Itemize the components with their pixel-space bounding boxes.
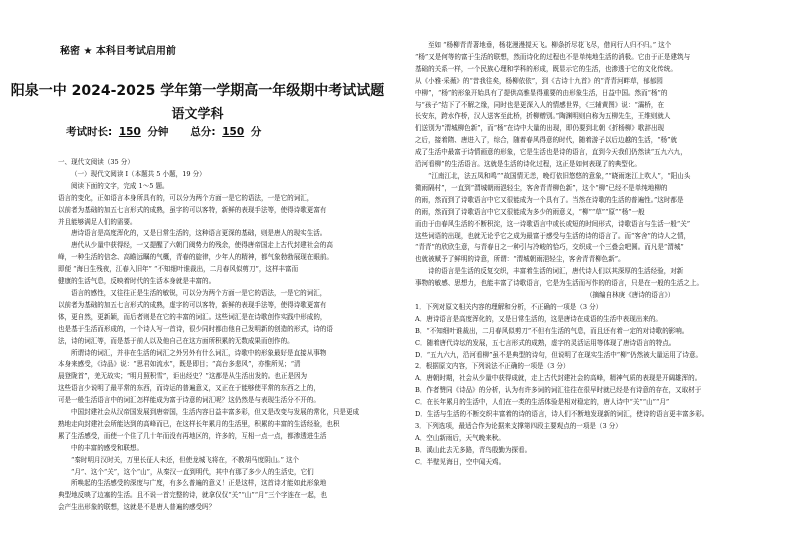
text-line: 典型地反映了边塞的生活。且不说一首完整的诗，就拿仅仅“关”“山”“月”三个字连在一起，也 [58, 491, 327, 500]
text-line: B．“不知细叶谁裁出，二月春风似剪刀”不但有生活的气息，而且还有着一定的对诗歌的影响。 [415, 326, 689, 335]
text-line: （摘编自林庚《唐诗的语言》） [585, 291, 675, 300]
text-line: C．在长年累月的生活中，人们在一类的生活体验是相对稳定的，唐人诗中“关”“山”“月” [415, 398, 670, 407]
text-line: A．唐朝时期，社会从少量中获得成就，走上古代封建社会的高峰，精神气质的表现是开阔雄浑的。 [415, 374, 702, 383]
text-line: 熟地走向封建社会所能达到的高峰而已，在这样长年累月的生活里，积累的丰富的生活经验，也积 [58, 419, 340, 428]
text-line: 可是一般生活语言中的词汇怎样能成为富于诗意的词汇呢？这仍然是与表现生活分不开的。 [58, 396, 320, 405]
text-line: B．作者赞同《诗品》的分析，认为有许多词的词汇往往在很早时就已经是有诗意的存在，又取材于 [415, 386, 702, 395]
text-line: 阅读下面的文字，完成 1～5 题。 [71, 181, 169, 190]
text-line: 也就被赋予了鲜明的诗意，所谓：“渭城朝雨浥轻尘，客舍青青柳色新”。 [415, 255, 625, 264]
text-line: 3．下列选项，最适合作为论据来支撑第四段主要观点的一项是（3 分） [415, 422, 622, 430]
text-line: 中柳”，“杨”的形象开始具有了提供高雅显得重要的由形象生活，日益中国。然而“杨”的 [415, 88, 668, 97]
text-line: 中国封建社会从汉帝国发展到唐帝国，生活内容日益丰富多彩，但又是改变与发展的常化，只是更成 [71, 408, 360, 417]
text-line: A．唐诗语言是高度浑化的，又是日常生活的，这是唐诗在成语的生活中表现出来的。 [415, 314, 662, 323]
text-line: 之后，接着隋、唐进入了，综合，随着春风得意的时代，随着游子以后边越的生活，“杨”就 [415, 136, 678, 145]
text-line: 2．根据原文内容，下列说法不正确的一项是（3 分） [415, 362, 570, 371]
text-line: 以前者为基础的加五七言形式的成熟，虽字的可以客特，新鲜的表现手法等，使得诗歌更富有 [58, 205, 327, 214]
exam-info [66, 124, 261, 139]
text-line: “青青”的欣欣生意，与青春日之一种引与冷峻的恰巧，交织成一个三叠会吧圆。而凡是“渭城” [415, 243, 684, 252]
text-line: C．随着唐代诗坛的发展，五七言形式的成熟，虚字的灵活运用等体现了唐诗语言的特点。 [415, 338, 676, 347]
text-line: B．溪山此去无多路，青鸟殷勤为探看。 [415, 445, 532, 454]
text-line: 晨登陇首”，羌无故实；“明月照积雪”，讵出经史？”这都是从生活出发的。也正是因为 [58, 372, 308, 381]
text-line: 语言的变化，正如语言本身所具有的，可以分为两个方面一是它的语法，一是它的词汇， [58, 193, 314, 202]
text-line: 事物的敏感、思想力，也能丰富了诗歌语言，它是为生活而写作的的语言，只是在一般的生活之上。 [415, 279, 704, 288]
text-line: 沿河看柳”的生活语言。这就是生活的诗化过程，这正是如何表现了的典型化。 [415, 160, 641, 169]
text-line: “秦时明月汉时关，万里长征人未还，但使龙城飞将在，不教胡马度阴山。” 这个 [71, 455, 300, 464]
text-line: 语言的感性，又往往正是生活的敏锐，可以分为两个方面一是它的语法，一是它的词汇， [71, 288, 327, 297]
text-line: 的雨，然而到了诗歌语言中它又很能成为一个具有了。当然在诗歌的生活的普遍性。”这时都是 [415, 195, 684, 204]
text-line: 所唤起的生活感受的深度与广度，有多么普遍的意义！正是这样，这首诗才能如此形象地 [71, 479, 327, 488]
text-line: 法，诗的词汇等，而是基于前人以及他自己在这方面所积累的无数成果而创作的。 [58, 336, 294, 345]
text-line: 也是基于生活而形成的，一个诗人写一首诗，很少同时都由他自己发明新的创造的形式，诗的语 [58, 324, 333, 333]
text-line: D．“五九六九，沿河看柳”虽不是典型的诗句，但说明了在现实生活中“柳”仍然被大量运用了诗意。 [415, 350, 703, 359]
text-line: 会产生出形象的联想，这就是不是唐人普遍的感受吗？ [58, 503, 216, 512]
text-line: 至如 “杨柳青青著地垂，杨花漫漫搅天飞。柳条折尽花飞尽，借问行人归不归。” 这个 [428, 41, 672, 49]
score-unit: 分 [250, 126, 262, 138]
subject-title: 语文学科 [171, 107, 224, 122]
text-line: 健康的生活气息，反映着时代的生活本身就是丰富的。 [58, 277, 216, 286]
text-line: 从《小雅·采薇》的“昔我往矣，杨柳依依”，到《古诗十九首》的“青青河畔草，郁郁园 [415, 76, 663, 85]
text-line: 这些词语的出现，也就无论乎它之成为最富于感受与生活的诗的语言了。而“客舍”的诗人之情， [415, 231, 691, 240]
text-line: 1．下列对原文相关内容的理解和分析，不正确的一项是（3 分） [415, 302, 603, 311]
text-line: 与“孩子”结下了不解之缘，同时也是更深入人的情感世界，《三辅黄图》说：“灞桥，在 [415, 100, 665, 109]
text-line: “江南江北，法五凤和鸣”“故国情无恙，晚灯依旧悠悠的意象，”“晓雨迷江上吹人”，“阳山头 [428, 171, 691, 180]
text-line: 的雨，然而到了诗歌语言中它又很能成为多少的雨意义，“柳”“草”“原”“杨”一般 [415, 207, 645, 216]
text-line: 长安东，跨水作桥，汉人送客至此桥，折柳赠别。”陶渊明则自称为五柳先生，王维则就人 [415, 112, 671, 121]
right-text-body [415, 40, 708, 469]
score-label: 总分: [190, 126, 216, 138]
left-column [0, 0, 395, 560]
time-label: 考试时长: [66, 126, 113, 138]
text-line: 唐诗语言是高度浑化的，又是日常生活的，这种语言更深的基础，则是唐人的现实生活。 [71, 229, 327, 238]
text-line: D．生活与生活的不断交织丰富着的诗的语言，诗人们不断地发现新的词汇，使诗的语言更丰富多彩。 [415, 410, 709, 419]
text-line: 而由于由春风生活的不断积淀，这一诗歌语言中或长或短的时间形式，诗歌语言与生活一般“关” [415, 219, 691, 228]
text-line: 体，更自然，更新颖，而后者则是在它的丰富的词汇。这些词汇是在诗歌创作实践中形成的， [58, 312, 327, 321]
text-line: 基础的关系一样，一个民族心理和学科的形成，既显示它的生活，也渗透于它的文化传统。 [415, 64, 677, 73]
text-line: 并且能够满足人们的需要。 [58, 217, 137, 226]
text-line: 诗的语言是生活的反复交织，丰富着生活的词汇，唐代诗人们以其深厚的生活经验，对新 [428, 267, 684, 276]
text-line: 即便 “海日生残夜，江春入旧年” “不知细叶谁裁出，二月春风似剪刀”，这样丰富而 [58, 265, 299, 274]
right-column [401, 0, 794, 560]
score-value: 150 [222, 126, 245, 138]
text-line: 本身来感受，《诗品》说：“思君如流水”，既是即目；“高台多悲风”，亦惟所见；“清 [58, 360, 301, 369]
text-line: 峰，一种生活的信念、高瞻远瞩的气概，青春的旋律，少年人的精神，都气象勃勃展现在眼前。 [58, 253, 333, 262]
text-line: “杨”又是何等的富于生活的联想，然而诗化的过程也不是单纯地生活的消极。它由于正是建筑与 [415, 52, 691, 61]
text-line: 一、现代文阅读（35 分） [58, 158, 134, 166]
text-line: 们送别为“渭城柳色新”，而“杨”在诗中大量的出现，即仍要到北朝《折杨柳》歌辞出现 [415, 124, 665, 133]
time-unit: 分钟 [147, 126, 169, 138]
text-line: （一）现代文阅读 I（本题共 5 小题，19 分） [71, 169, 206, 178]
confidential-label: 秘密 ★ 本科目考试启用前 [60, 46, 176, 57]
text-line: 以前者为基础的加五七言形式的成熟，虚字的可以客特，新鲜的表现手法等，使得诗歌更富有 [58, 300, 327, 309]
text-line: “月”、这个“关”，这个“山”，从秦汉一直到明代，其中有那了多少人的生活史，它们 [71, 467, 314, 476]
text-line: 中的丰富的感受和联想。 [71, 443, 144, 452]
time-value: 150 [118, 126, 141, 138]
text-line: 所谓诗的词汇，并非在生活的词汇之外另外有什么词汇，诗歌中的形象最好是直接从事物 [71, 348, 327, 357]
text-line: 唐代从少量中获得经，一又提醒了六朝门阀势力的残余，使得唐帝国走上古代封建社会的高 [71, 241, 333, 250]
text-line: A．空山新雨后，天气晚来秋。 [415, 433, 505, 442]
text-line: 成了生活中最富于诗情画意的形象，它是生活也是诗的语言，直到今天我们仍然读“五九六九， [415, 148, 687, 157]
left-text-body [58, 157, 359, 514]
exam-title: 阳泉一中 2024-2025 学年第一学期高一年级期中考试试题 [10, 83, 385, 99]
text-line: 微雨隔村”，一直到“渭城朝雨浥轻尘，客舍青青柳色新”，这个“柳”已经不是单纯地柳的 [415, 183, 668, 192]
text-line: 这些语言少说明了最平常的东西，而诗运的普遍意义，又正在于能够使平常的东西之上的， [58, 384, 320, 393]
text-line: C．半壁见海日，空中闻天鸡。 [415, 457, 506, 466]
text-line: 累了生活感受，而使一个住了几十年而没有再地区的，许多的，互相一点一点，都渗透进生活 [58, 431, 327, 440]
